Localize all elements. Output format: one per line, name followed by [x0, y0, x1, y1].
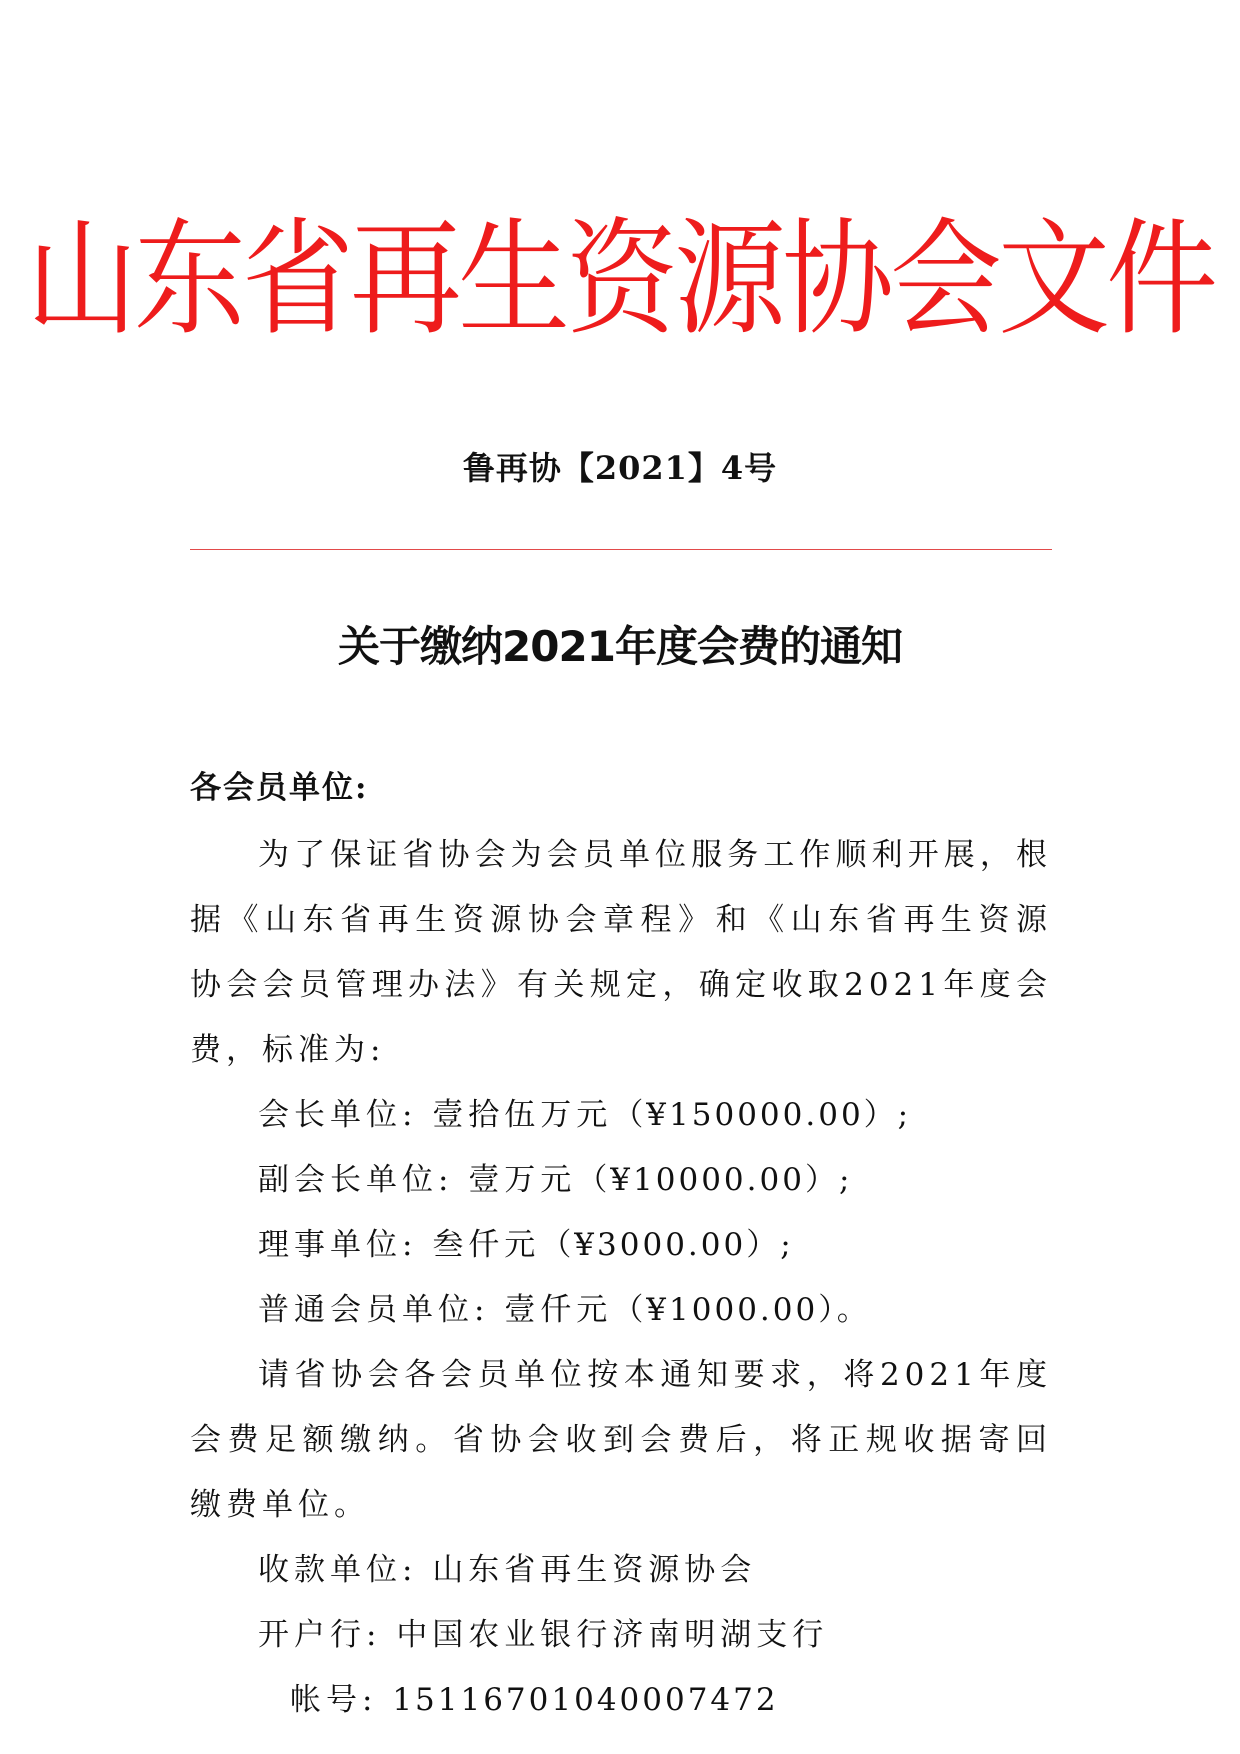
- fee-item-member: [190, 1278, 1052, 1343]
- account-label: 帐号:: [290, 1682, 378, 1718]
- account-value: 15116701040007472: [392, 1682, 779, 1718]
- fee-amount-text: 壹万元: [468, 1162, 577, 1198]
- fee-item-president: [190, 1083, 1052, 1148]
- payee-value: 山东省再生资源协会: [432, 1552, 757, 1588]
- masthead-title: 山东省再生资源协会文件: [26, 207, 1214, 353]
- payee-line: [190, 1538, 1052, 1603]
- fee-amount-text: 壹仟元: [504, 1292, 613, 1328]
- fee-amount-text: 叁仟元: [432, 1227, 541, 1263]
- notice-title: 关于缴纳2021年度会费的通知: [338, 622, 902, 671]
- bank-label: 开户行:: [258, 1617, 382, 1653]
- fee-item-director: [190, 1213, 1052, 1278]
- payee-label: 收款单位:: [258, 1552, 418, 1588]
- fee-amount-value: （¥10000.00）;: [576, 1162, 853, 1198]
- request-paragraph: 请省协会各会员单位按本通知要求，将2021年度会费足额缴纳。省协会收到会费后，将正规收据寄回缴费单位。: [190, 1357, 1052, 1523]
- document-number: 鲁再协【2021】4号: [462, 449, 778, 487]
- bank-value: 中国农业银行济南明湖支行: [396, 1617, 829, 1653]
- fee-amount-value: （¥3000.00）;: [540, 1227, 794, 1263]
- intro-paragraph: 为了保证省协会为会员单位服务工作顺利开展，根据《山东省再生资源协会章程》和《山东省再生资源协会会员管理办法》有关规定，确定收取2021年度会费，标准为:: [190, 837, 1052, 1068]
- fee-label: 普通会员单位:: [258, 1292, 490, 1328]
- fee-item-vice-president: [190, 1148, 1052, 1213]
- fee-label: 理事单位:: [258, 1227, 418, 1263]
- bank-line: [190, 1603, 1052, 1668]
- fee-amount-text: 壹拾伍万元: [432, 1097, 613, 1133]
- account-line: [190, 1668, 1052, 1733]
- notice-body: [190, 823, 1052, 1733]
- fee-amount-value: （¥1000.00）。: [612, 1292, 871, 1328]
- salutation: 各会员单位:: [190, 770, 369, 806]
- red-divider: [190, 549, 1052, 550]
- fee-amount-value: （¥150000.00）;: [612, 1097, 912, 1133]
- fee-label: 副会长单位:: [258, 1162, 454, 1198]
- fee-label: 会长单位:: [258, 1097, 418, 1133]
